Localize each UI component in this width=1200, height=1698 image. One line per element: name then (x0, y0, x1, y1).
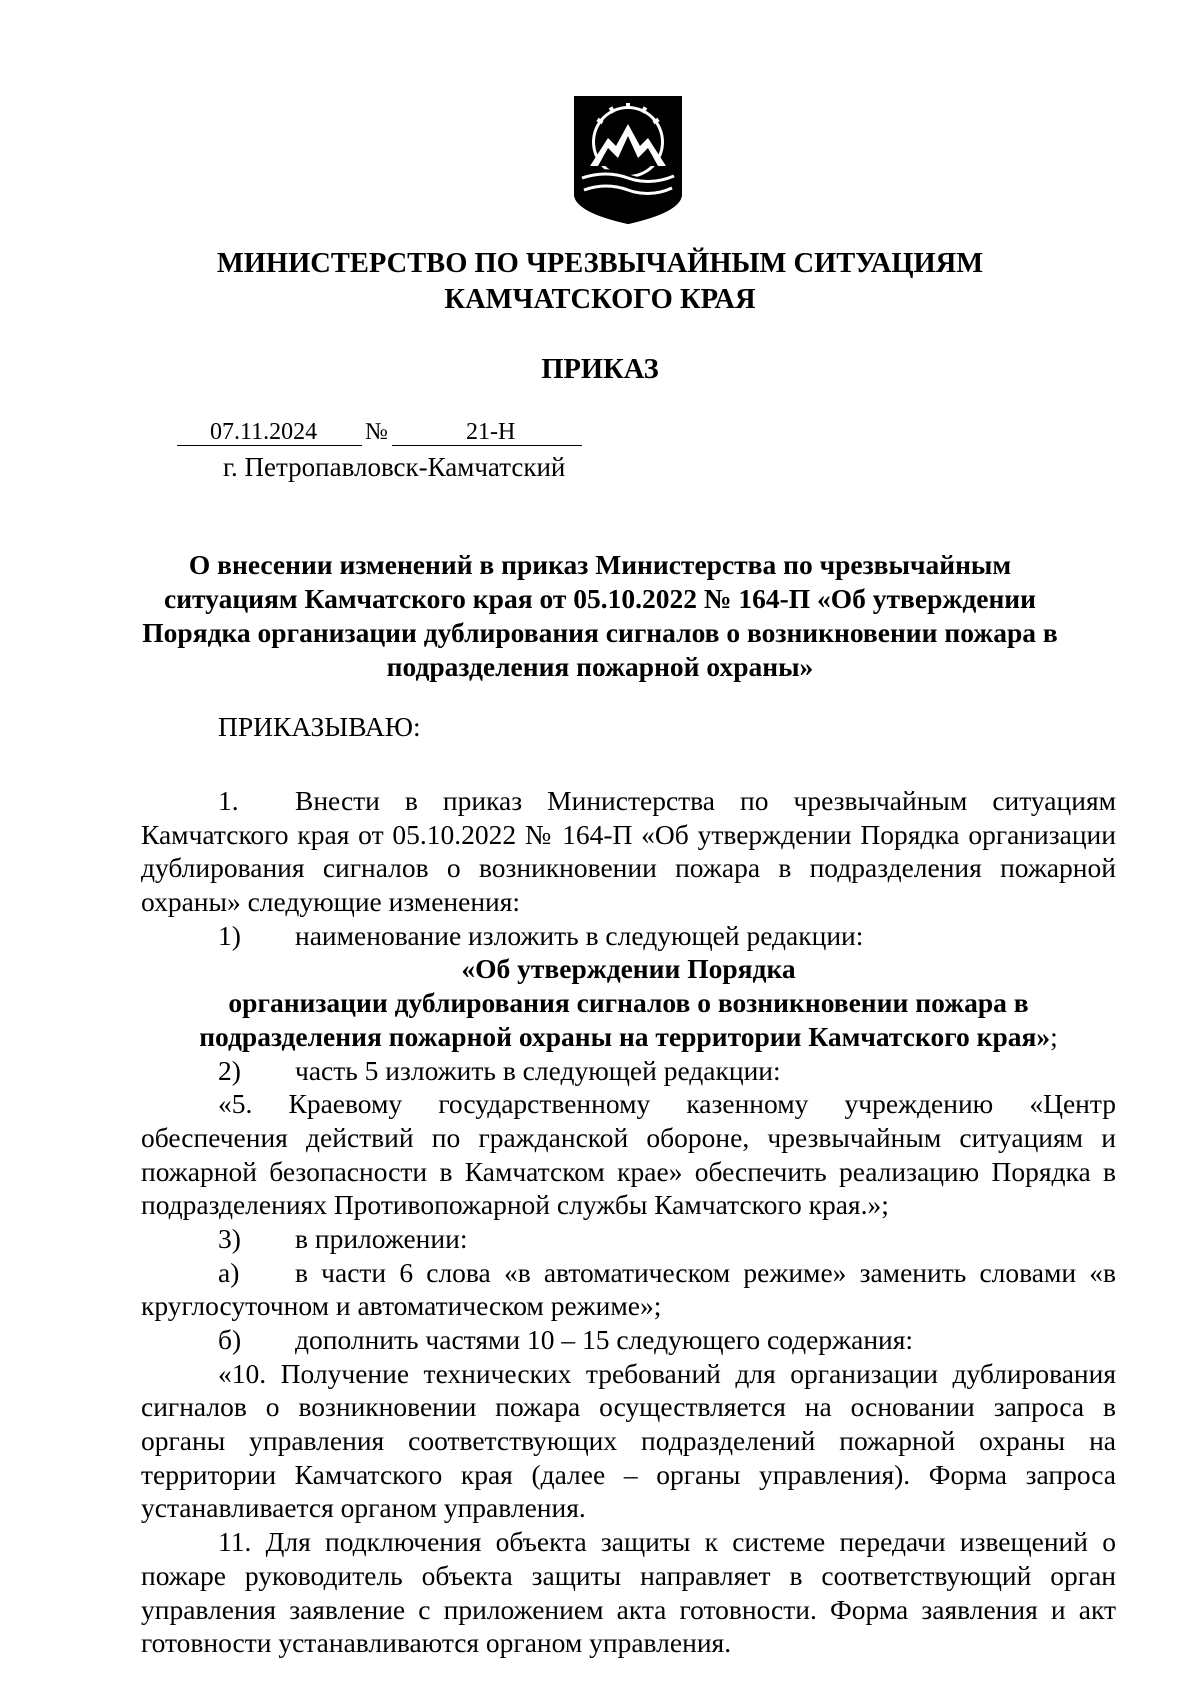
part-5-line-2: обеспечения действий по гражданской обороне, чрезвычайным ситуациям и (141, 1121, 1116, 1153)
part-11-line-4: готовности устанавливаются органом управления. (141, 1627, 732, 1659)
paragraph-1-line-4: охраны» следующие изменения: (141, 886, 521, 918)
part-11-line-1: 11. Для подключения объекта защиты к системе передачи извещений о (218, 1526, 1116, 1558)
subitem-b: б) дополнить частями 10 – 15 следующего содержания: (218, 1324, 914, 1355)
order-number: 21-Н (466, 419, 516, 445)
part-10-line-3: органы управления соответствующих подразделений пожарной охраны на (141, 1425, 1116, 1457)
part-10-line-2: сигналов о возникновении пожара осуществляется на основании запроса в (141, 1391, 1116, 1423)
order-body (141, 784, 1116, 1660)
number-underline (392, 445, 582, 446)
part-10-line-4: территории Камчатского края (далее – органы управления). Форма запроса (141, 1458, 1116, 1490)
subitem-2-number: 2) (218, 1054, 241, 1086)
new-title-line-2: организации дублирования сигналов о возникновении пожара в (228, 987, 1029, 1019)
city-name: г. Петропавловск-Камчатский (223, 452, 566, 482)
subitem-1: 1) наименование изложить в следующей редакции: (218, 919, 864, 951)
paragraph-1-line-1: 1. Внести в приказ Министерства по чрезвычайным ситуациям (218, 785, 1116, 816)
subitem-b-number: б) (218, 1324, 242, 1355)
title-line-2: ситуациям Камчатского края от 05.10.2022 № 164-П «Об утверждении (163, 583, 1036, 614)
part-5-line-3: пожарной безопасности в Камчатском крае» обеспечить реализацию Порядка в (141, 1155, 1116, 1187)
order-intro-text: ПРИКАЗЫВАЮ: (218, 711, 421, 742)
title-line-1: О внесении изменений в приказ Министерства по чрезвычайным (188, 549, 1012, 580)
number-sign: № (365, 419, 388, 445)
new-title-line-3: подразделения пожарной охраны на территории Камчатского края»; (199, 1020, 1058, 1052)
new-title-line-1: «Об утверждении Порядка (461, 953, 796, 985)
title-line-4: подразделения пожарной охраны» (386, 651, 814, 682)
part-10-line-1: «10. Получение технических требований для организации дублирования (218, 1357, 1116, 1389)
ministry-line-2: КАМЧАТСКОГО КРАЯ (444, 284, 756, 315)
subitem-1-number: 1) (218, 919, 241, 951)
subitem-3: 3) в приложении: (218, 1222, 468, 1254)
subitem-3-number: 3) (218, 1222, 241, 1254)
part-5-line-1: «5. Краевому государственному казенному учреждению «Центр (218, 1088, 1116, 1120)
subitem-a-line-1: а) в части 6 слова «в автоматическом режиме» заменить словами «в (218, 1256, 1116, 1288)
ministry-name (0, 246, 1200, 318)
paragraph-1-line-3: дублирования сигналов о возникновении пожара в подразделения пожарной (141, 852, 1116, 884)
subitem-a-number: а) (218, 1256, 240, 1288)
order-date: 07.11.2024 (210, 419, 318, 445)
kamchatka-coat-of-arms-emblem (572, 94, 684, 226)
part-5-line-4: подразделениях Противопожарной службы Камчатского края.»; (141, 1189, 889, 1221)
order-intro (141, 710, 1116, 744)
order-heading: ПРИКАЗ (541, 354, 659, 385)
paragraph-1-line-2: Камчатского края от 05.10.2022 № 164-П «Об утверждении Порядка организации (141, 818, 1116, 850)
subitem-a-line-2: круглосуточном и автоматическом режиме»; (141, 1290, 662, 1322)
document-title (140, 548, 1060, 684)
date-underline (177, 445, 362, 446)
paragraph-1-number: 1. (218, 785, 239, 816)
title-line-3: Порядка организации дублирования сигналов о возникновении пожара в (142, 617, 1058, 648)
part-11-line-2: пожаре руководитель объекта защиты направляет в соответствующий орган (141, 1559, 1116, 1591)
part-11-line-3: управления заявление с приложением акта готовности. Форма заявления и акт (141, 1593, 1116, 1625)
ministry-line-1: МИНИСТЕРСТВО ПО ЧРЕЗВЫЧАЙНЫМ СИТУАЦИЯМ (216, 248, 984, 279)
part-10-line-5: устанавливается органом управления. (141, 1492, 586, 1524)
subitem-2: 2) часть 5 изложить в следующей редакции: (218, 1054, 781, 1086)
